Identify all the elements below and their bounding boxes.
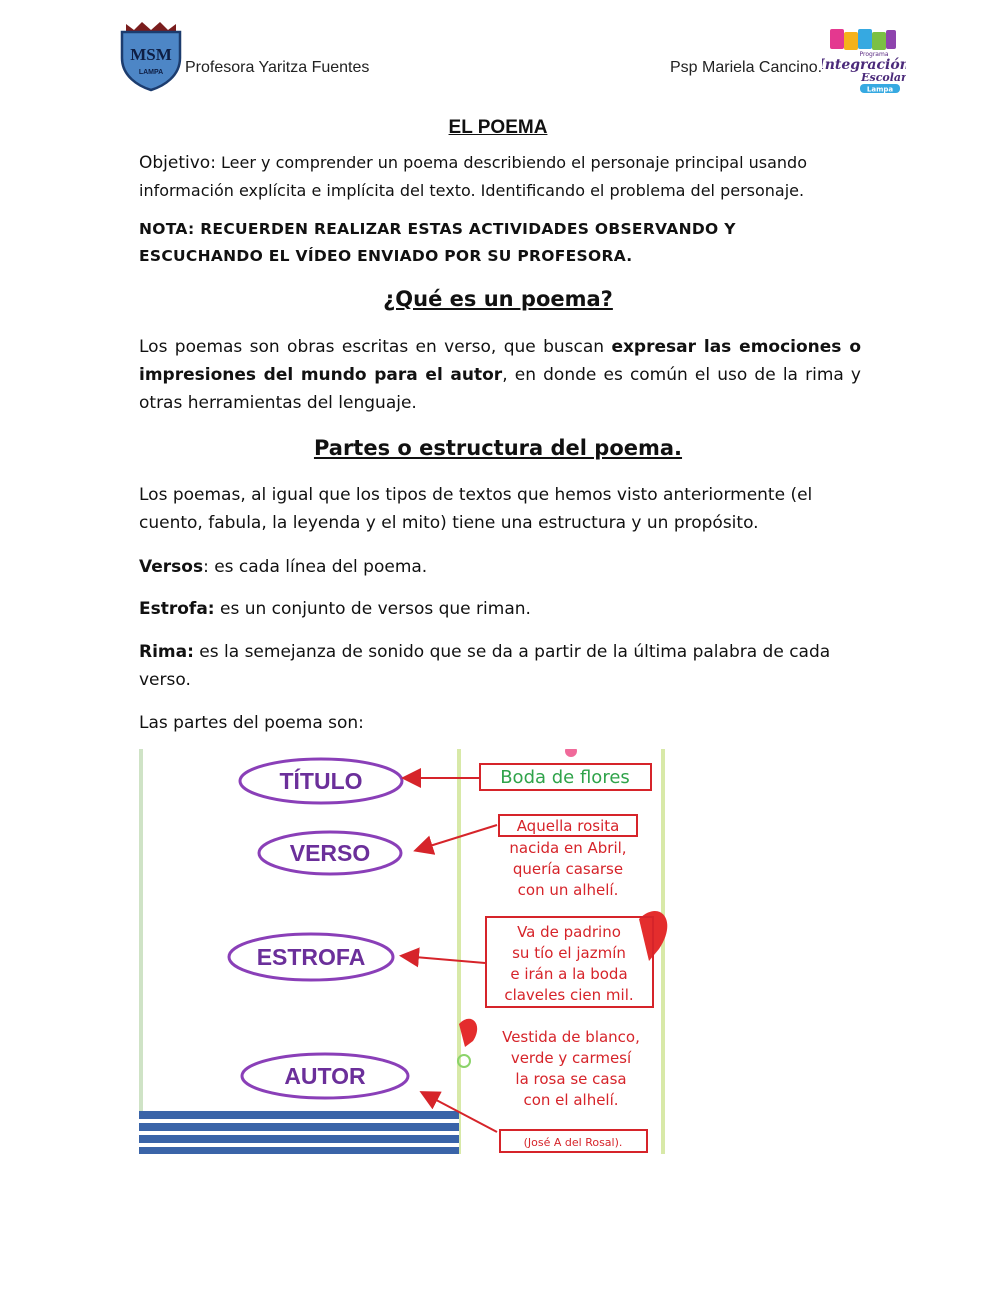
program-logo-sub: Escolar xyxy=(861,71,906,84)
arrow-estrofa xyxy=(403,956,485,963)
heading-what-is-poem: ¿Qué es un poema? xyxy=(383,287,613,311)
estrofa-text: es un conjunto de versos que riman. xyxy=(214,599,531,619)
note: NOTA: RECUERDEN REALIZAR ESTAS ACTIVIDADES OBSERVANDO Y ESCUCHANDO EL VÍDEO ENVIADO POR SU PROFESORA. xyxy=(139,220,736,265)
poem-verse-highlight: Aquella rosita xyxy=(516,817,620,835)
program-logo-main: Integración xyxy=(822,57,906,73)
definition-versos xyxy=(139,553,861,581)
poem-title: Boda de flores xyxy=(500,767,630,788)
paragraph-structure: Los poemas, al igual que los tipos de textos que hemos visto anteriormente (el cuento, fabula, la leyenda y el mito) tiene una estructura y un propósito. xyxy=(139,485,813,533)
poem-stanza1-line1: nacida en Abril, xyxy=(509,839,627,857)
school-logo-text: MSM xyxy=(130,45,172,64)
poem-stanza2-line1: Va de padrino xyxy=(517,923,621,941)
program-logo-small: Programa xyxy=(859,51,889,58)
versos-label: Versos xyxy=(139,557,204,577)
definition-rima xyxy=(139,638,861,694)
paragraph-definition xyxy=(139,333,861,417)
label-estrofa: ESTROFA xyxy=(256,944,366,970)
poem-stanza2-line2: su tío el jazmín xyxy=(512,944,626,962)
objective-label: Objetivo: xyxy=(139,153,216,173)
school-logo-sub: LAMPA xyxy=(138,69,164,76)
page-title: EL POEMA xyxy=(448,117,548,138)
label-autor: AUTOR xyxy=(284,1063,366,1089)
poem-stanza3-line2: verde y carmesí xyxy=(510,1049,632,1067)
decor-stripes xyxy=(139,1111,459,1154)
paragraph-definition-a: Los poemas son obras escritas en verso, que buscan xyxy=(139,337,612,357)
school-logo xyxy=(118,18,184,92)
estrofa-label: Estrofa: xyxy=(139,599,215,619)
poem-stanza1-line2: quería casarse xyxy=(512,860,624,878)
psp-name: Psp Mariela Cancino. xyxy=(670,59,823,76)
rima-text: es la semejanza de sonido que se da a partir de la última palabra de cada verso. xyxy=(139,642,831,690)
program-logo xyxy=(822,26,906,96)
paragraph-definition-c: , en donde es común el uso de la rima y otras herramientas del lenguaje. xyxy=(139,365,861,413)
definition-estrofa xyxy=(139,595,861,623)
poem-stanza3-line3: la rosa se casa xyxy=(515,1070,627,1088)
objective xyxy=(139,149,861,204)
poem-parts-figure xyxy=(139,749,672,1154)
poem-stanza2-line3: e irán a la boda xyxy=(510,965,628,983)
label-verso: VERSO xyxy=(289,840,371,866)
poem-stanza3-line1: Vestida de blanco, xyxy=(502,1028,640,1046)
heading-structure: Partes o estructura del poema. xyxy=(313,436,683,460)
label-titulo: TÍTULO xyxy=(279,768,363,794)
parts-intro: Las partes del poema son: xyxy=(139,713,364,733)
versos-text: : es cada línea del poema. xyxy=(203,557,428,577)
poem-stanza2-line4: claveles cien mil. xyxy=(504,986,634,1004)
program-logo-badge: Lampa xyxy=(866,85,894,94)
decor-heart-left xyxy=(459,1019,477,1047)
poem-stanza1-line3: con un alhelí. xyxy=(517,881,619,899)
objective-text: Leer y comprender un poema describiendo el personaje principal usando información explícita e implícita del texto. Identificando el problema del personaje. xyxy=(139,153,807,200)
poem-stanza3-line4: con el alhelí. xyxy=(523,1091,619,1109)
teacher-name: Profesora Yaritza Fuentes xyxy=(185,59,370,76)
rima-label: Rima: xyxy=(139,642,194,662)
paragraph-definition-bold: expresar las emociones o impresiones del mundo para el autor xyxy=(139,337,861,385)
poem-author: (José A del Rosal). xyxy=(523,1136,623,1149)
decor-heart-top xyxy=(565,749,577,757)
